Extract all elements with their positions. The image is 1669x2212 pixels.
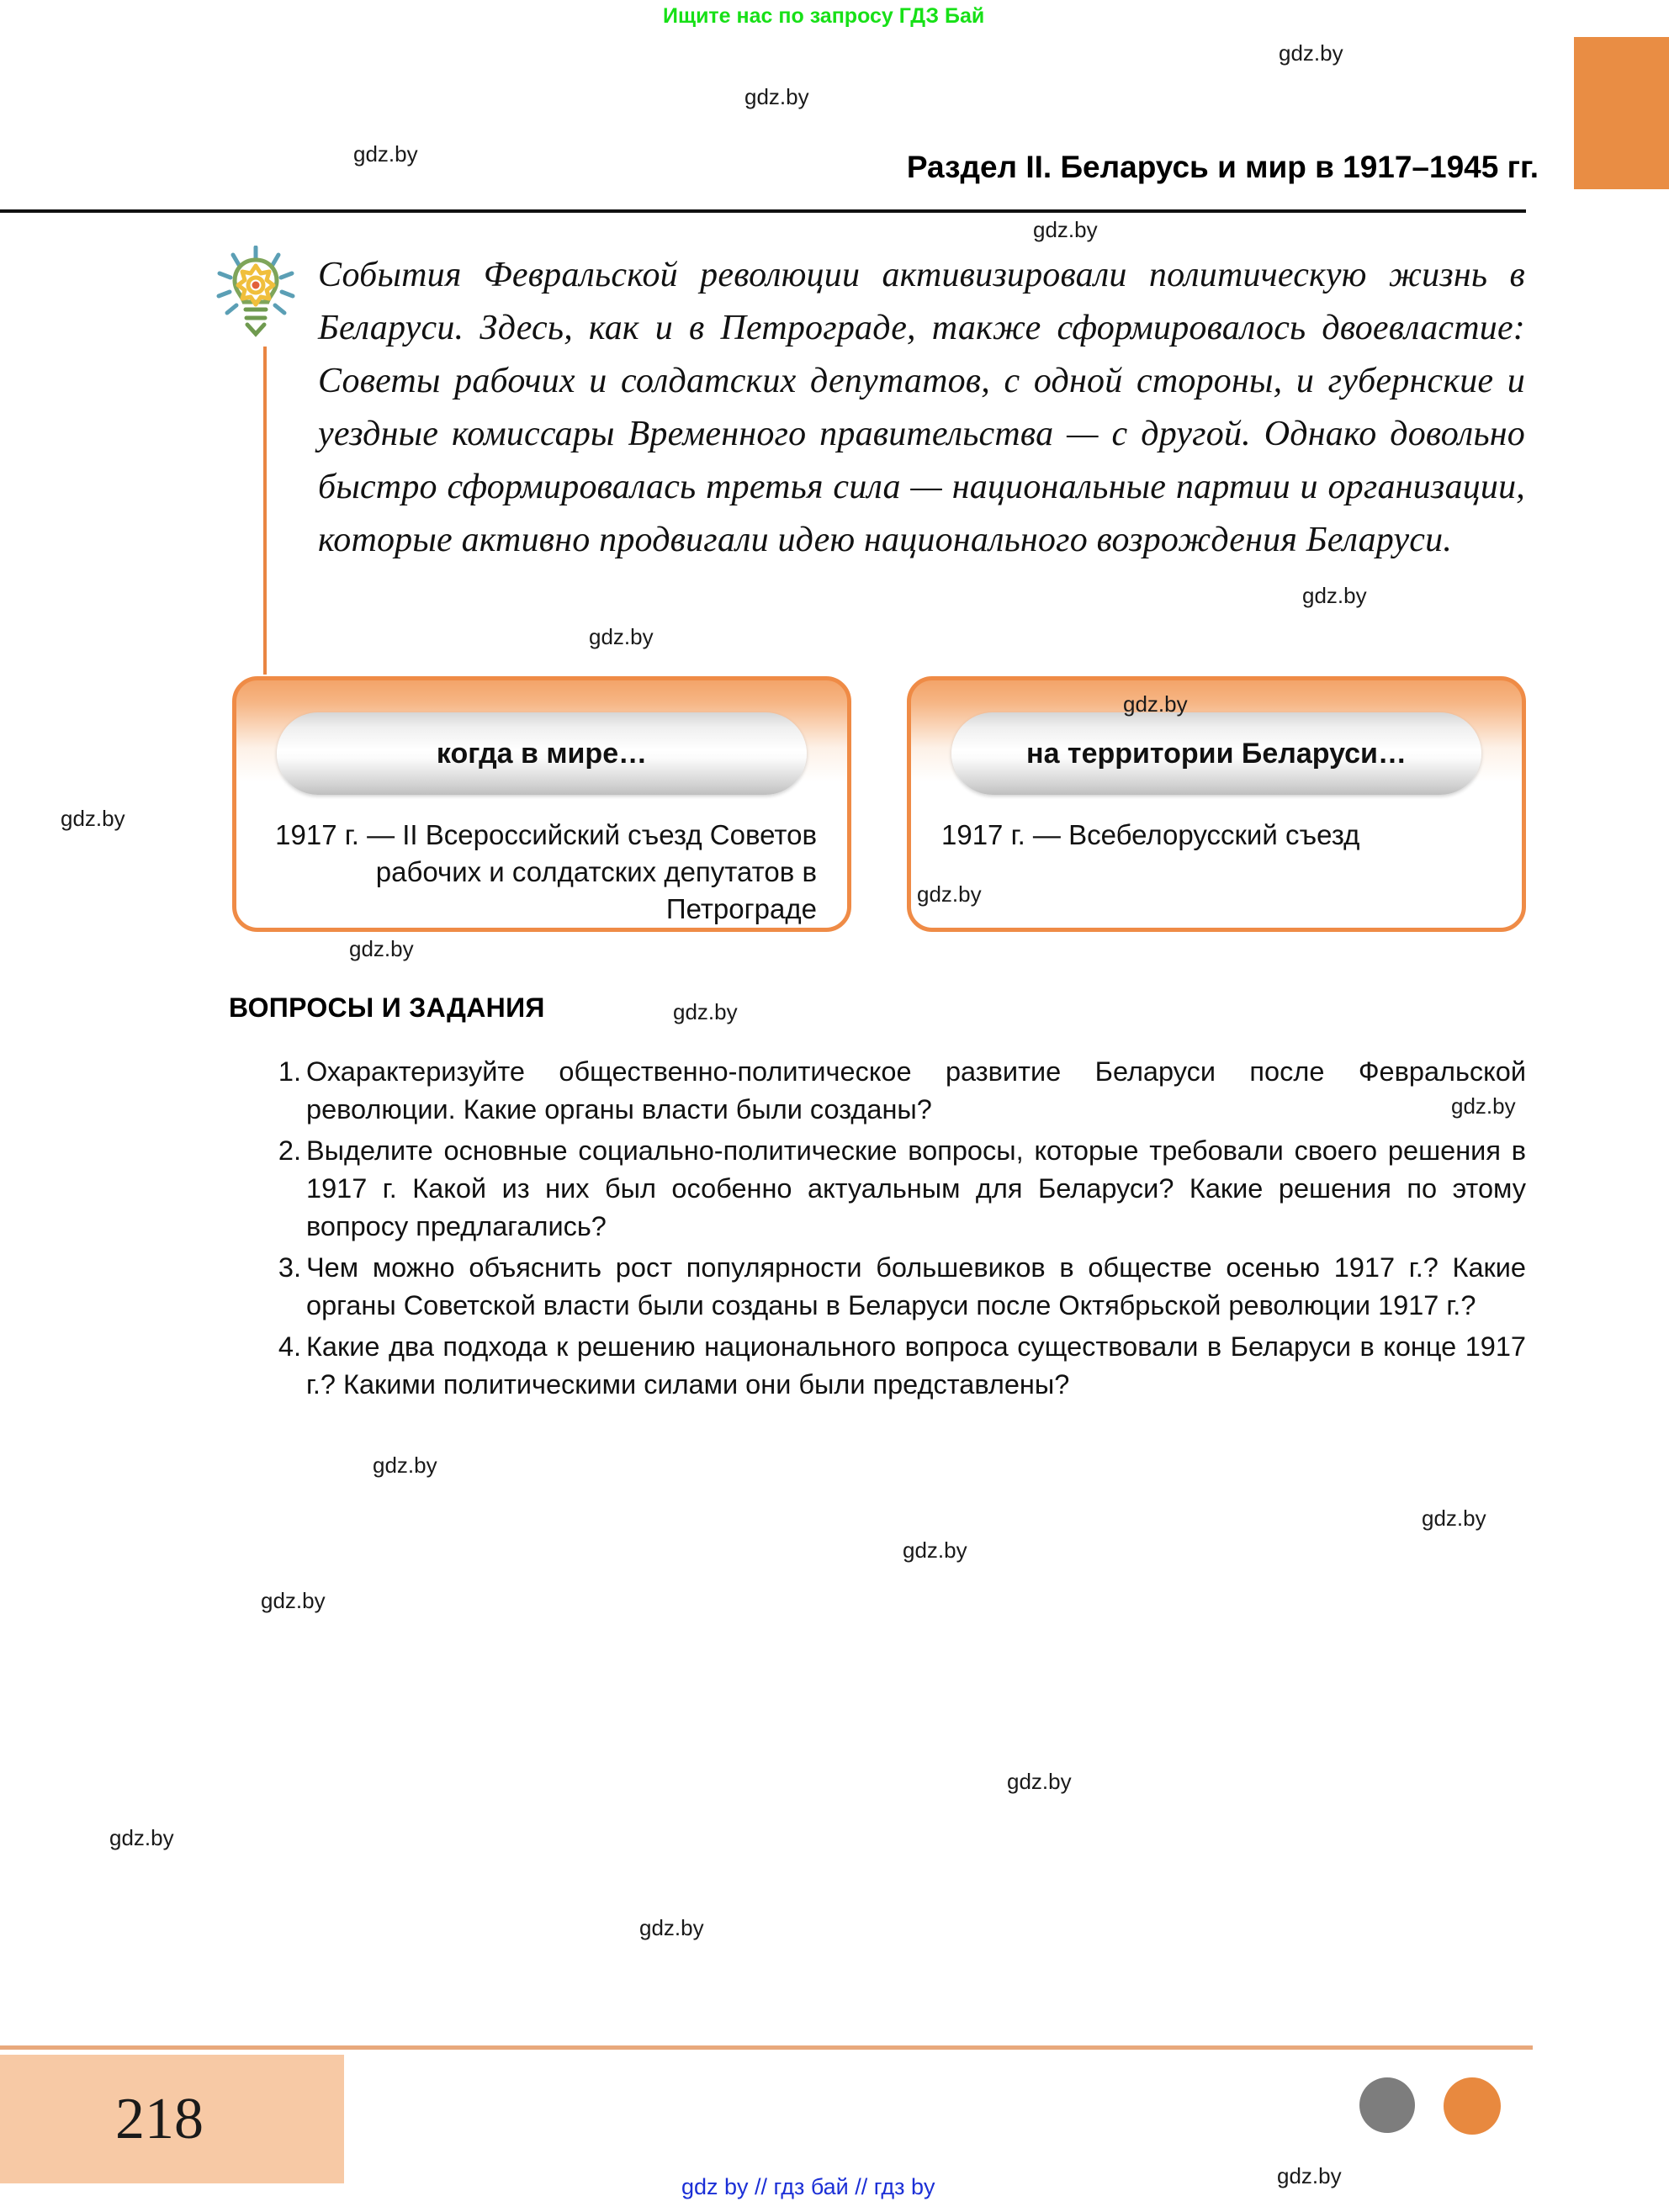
question-item xyxy=(271,1249,1526,1325)
question-item xyxy=(271,1132,1526,1246)
question-item xyxy=(271,1328,1526,1404)
info-box-belarus-body: 1917 г. — Всебелорусский съезд xyxy=(941,819,1360,850)
watermark-text: gdz.by xyxy=(1451,1093,1516,1119)
question-number: 2. xyxy=(278,1135,301,1166)
question-number: 4. xyxy=(278,1331,301,1362)
question-number: 1. xyxy=(278,1056,301,1087)
watermark-text: gdz.by xyxy=(1033,217,1098,242)
info-box-belarus xyxy=(907,676,1526,932)
watermark-text: gdz.by xyxy=(109,1825,174,1850)
question-item xyxy=(271,1053,1526,1129)
watermark-text: gdz.by xyxy=(261,1588,326,1613)
info-box-world-body: 1917 г. — II Всероссийский съезд Советов рабочих и солдатских депутатов в Петрограде xyxy=(275,819,817,924)
info-box-belarus-header xyxy=(951,712,1481,795)
page-number: 218 xyxy=(115,2086,204,2151)
idea-connector-line xyxy=(263,347,267,675)
info-box-world-header xyxy=(277,712,807,795)
questions-heading: ВОПРОСЫ И ЗАДАНИЯ xyxy=(229,992,545,1023)
page-title: Раздел II. Беларусь и мир в 1917–1945 гг. xyxy=(906,150,1539,184)
question-number: 3. xyxy=(278,1252,301,1283)
timeline-boxes xyxy=(232,676,1526,942)
footer-divider xyxy=(0,2045,1533,2050)
decorative-dot-orange-icon xyxy=(1444,2077,1501,2135)
info-box-belarus-title: на территории Беларуси… xyxy=(1026,737,1407,770)
header-divider xyxy=(0,209,1526,213)
watermark-text: gdz.by xyxy=(589,624,654,649)
lightbulb-idea-icon xyxy=(215,246,296,338)
highlight-paragraph: События Февральской революции активизировали политическую жизнь в Беларуси. Здесь, как и в Петрограде, также сформировалось двоевластие: Советы рабочих и солдатских депутатов, с одной стороны, и губернские и уездные комиссары Временного правительства — с другой. Однако довольно быстро сформировалась третья сила — национальные партии и организации, которые активно продвигали идею национального возрождения Беларуси. xyxy=(318,256,1525,559)
info-box-world-title: когда в мире… xyxy=(436,737,648,770)
watermark-text: gdz.by xyxy=(673,999,738,1024)
page-number-block xyxy=(0,2055,344,2183)
footer-links[interactable]: gdz by // гдз бай // гдз by xyxy=(681,2174,935,2199)
watermark-text: gdz.by xyxy=(639,1915,704,1940)
question-text: Выделите основные социально-политические вопросы, которые требовали своего решения в 1917 г. Какой из них был особенно актуальным для Беларуси? Какие решения по этому вопросу предлагались? xyxy=(306,1135,1526,1241)
watermark-text: gdz.by xyxy=(1279,40,1343,66)
watermark-text: gdz.by xyxy=(373,1453,437,1478)
watermark-text: gdz.by xyxy=(61,806,125,831)
watermark-text: gdz.by xyxy=(1422,1506,1486,1531)
watermark-text: gdz.by xyxy=(1007,1769,1072,1794)
watermark-text: gdz.by xyxy=(353,141,418,167)
watermark-text: gdz.by xyxy=(349,936,414,961)
question-text: Охарактеризуйте общественно-политическое развитие Беларуси после Февральской революции. Какие органы власти были созданы? xyxy=(306,1056,1526,1125)
section-color-tab xyxy=(1574,37,1669,189)
info-box-world xyxy=(232,676,851,932)
question-text: Какие два подхода к решению национального вопроса существовали в Беларуси в конце 1917 г.? Какими политическими силами они были представлены? xyxy=(306,1331,1526,1400)
watermark-text: gdz.by xyxy=(1302,583,1367,608)
watermark-text: gdz.by xyxy=(744,84,809,109)
watermark-text: gdz.by xyxy=(1123,691,1188,717)
questions-list xyxy=(271,1053,1526,1407)
watermark-text: gdz.by xyxy=(1277,2163,1342,2188)
watermark-text: gdz.by xyxy=(917,881,982,907)
watermark-text: gdz.by xyxy=(903,1537,967,1563)
decorative-dot-gray-icon xyxy=(1359,2077,1415,2133)
promo-banner-text: Ищите нас по запросу ГДЗ Бай xyxy=(663,4,985,28)
question-text: Чем можно объяснить рост популярности большевиков в обществе осенью 1917 г.? Какие органы Советской власти были созданы в Беларуси после Октябрьской революции 1917 г.? xyxy=(306,1252,1526,1320)
